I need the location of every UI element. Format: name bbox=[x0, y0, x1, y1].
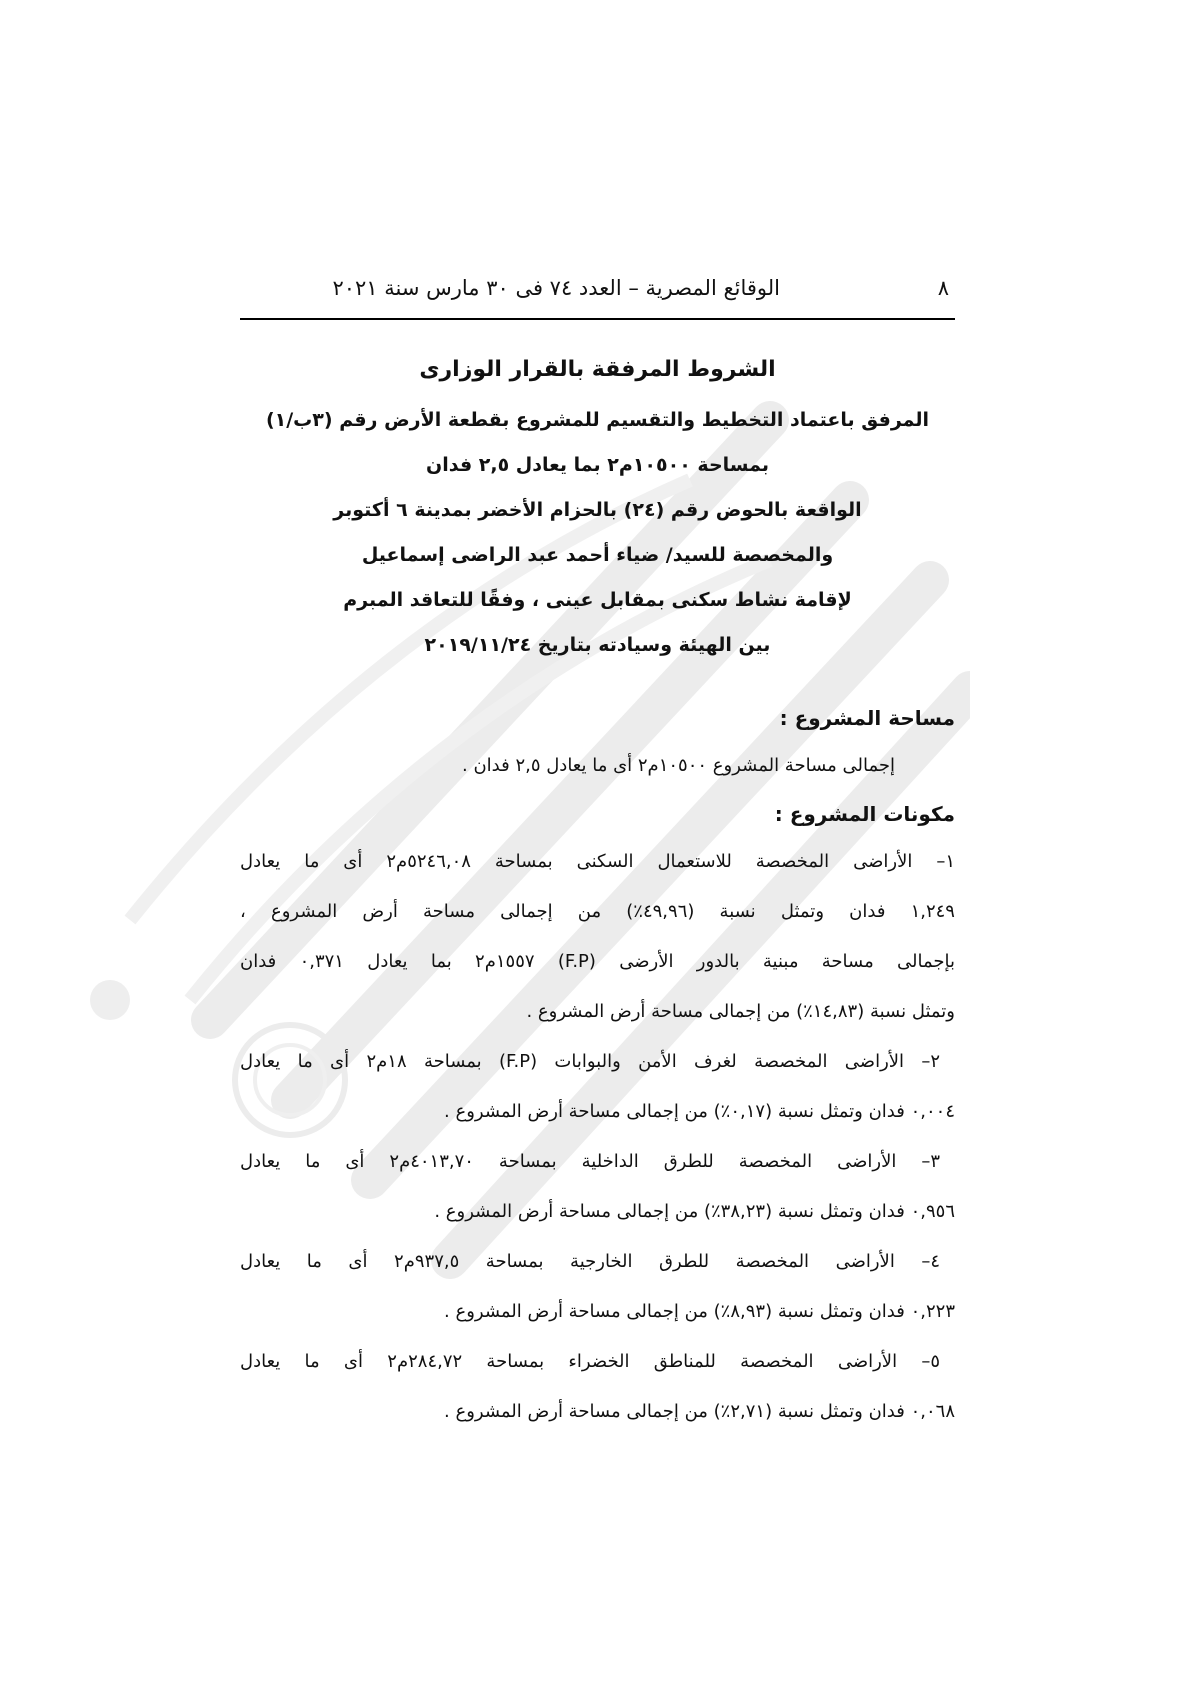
component-item-residential bbox=[240, 837, 955, 1037]
subtitle-line: والمخصصة للسيد/ ضياء أحمد عبد الراضى إسماعيل bbox=[361, 544, 834, 566]
component-line: ٠,٩٥٦ فدان وتمثل نسبة (٣٨,٢٣٪) من إجمالى مساحة أرض المشروع . bbox=[434, 1201, 955, 1222]
component-item-security-gates bbox=[240, 1037, 955, 1137]
component-item-internal-roads bbox=[240, 1137, 955, 1237]
component-line: ٣– الأراضى المخصصة للطرق الداخلية بمساحة ٤٠١٣,٧٠م٢ أى ما يعادل bbox=[240, 1151, 940, 1172]
subtitle-line: الواقعة بالحوض رقم (٢٤) بالحزام الأخضر بمدينة ٦ أكتوبر bbox=[333, 499, 862, 521]
project-area-text: إجمالى مساحة المشروع ١٠٥٠٠م٢ أى ما يعادل ٢,٥ فدان . bbox=[462, 755, 895, 776]
header-divider bbox=[240, 318, 955, 320]
component-item-green-areas bbox=[240, 1337, 955, 1437]
subtitle-line: لإقامة نشاط سكنى بمقابل عينى ، وفقًا للتعاقد المبرم bbox=[343, 589, 852, 611]
subtitle-line: بمساحة ١٠٥٠٠م٢ بما يعادل ٢,٥ فدان bbox=[426, 454, 769, 476]
document-body bbox=[240, 695, 955, 1437]
subtitle-line: المرفق باعتماد التخطيط والتقسيم للمشروع بقطعة الأرض رقم (٣ب/١) bbox=[265, 409, 930, 431]
component-line: ٥– الأراضى المخصصة للمناطق الخضراء بمساحة ٢٨٤,٧٢م٢ أى ما يعادل bbox=[240, 1351, 940, 1372]
running-header bbox=[240, 270, 955, 314]
component-line: ٢– الأراضى المخصصة لغرف الأمن والبوابات (F.P) بمساحة ١٨م٢ أى ما يعادل bbox=[240, 1051, 941, 1072]
component-line: ١,٢٤٩ فدان وتمثل نسبة (٤٩,٩٦٪) من إجمالى مساحة أرض المشروع ، bbox=[240, 901, 955, 922]
component-line: ٠,٢٢٣ فدان وتمثل نسبة (٨,٩٣٪) من إجمالى مساحة أرض المشروع . bbox=[444, 1301, 955, 1322]
project-area-heading: مساحة المشروع : bbox=[779, 706, 955, 730]
decree-title-block bbox=[240, 350, 955, 668]
component-line: وتمثل نسبة (١٤,٨٣٪) من إجمالى مساحة أرض المشروع . bbox=[526, 1001, 955, 1022]
component-line: ٠,٠٦٨ فدان وتمثل نسبة (٢,٧١٪) من إجمالى مساحة أرض المشروع . bbox=[444, 1401, 955, 1422]
project-components-heading: مكونات المشروع : bbox=[774, 802, 955, 826]
component-line: ٠,٠٠٤ فدان وتمثل نسبة (٠,١٧٪) من إجمالى مساحة أرض المشروع . bbox=[444, 1101, 955, 1122]
document-title: الشروط المرفقة بالقرار الوزارى bbox=[419, 357, 776, 382]
subtitle-line: بين الهيئة وسيادته بتاريخ ٢٠١٩/١١/٢٤ bbox=[424, 634, 771, 656]
gazette-issue-title: الوقائع المصرية – العدد ٧٤ فى ٣٠ مارس سنة ٢٠٢١ bbox=[332, 276, 780, 300]
component-line: ٤– الأراضى المخصصة للطرق الخارجية بمساحة ٩٣٧,٥م٢ أى ما يعادل bbox=[240, 1251, 941, 1272]
component-line: بإجمالى مساحة مبنية بالدور الأرضى (F.P) ١٥٥٧م٢ بما يعادل ٠,٣٧١ فدان bbox=[240, 951, 955, 972]
component-line: ١– الأراضى المخصصة للاستعمال السكنى بمساحة ٥٢٤٦,٠٨م٢ أى ما يعادل bbox=[240, 851, 955, 872]
page-number: ٨ bbox=[937, 276, 949, 300]
component-item-external-roads bbox=[240, 1237, 955, 1337]
